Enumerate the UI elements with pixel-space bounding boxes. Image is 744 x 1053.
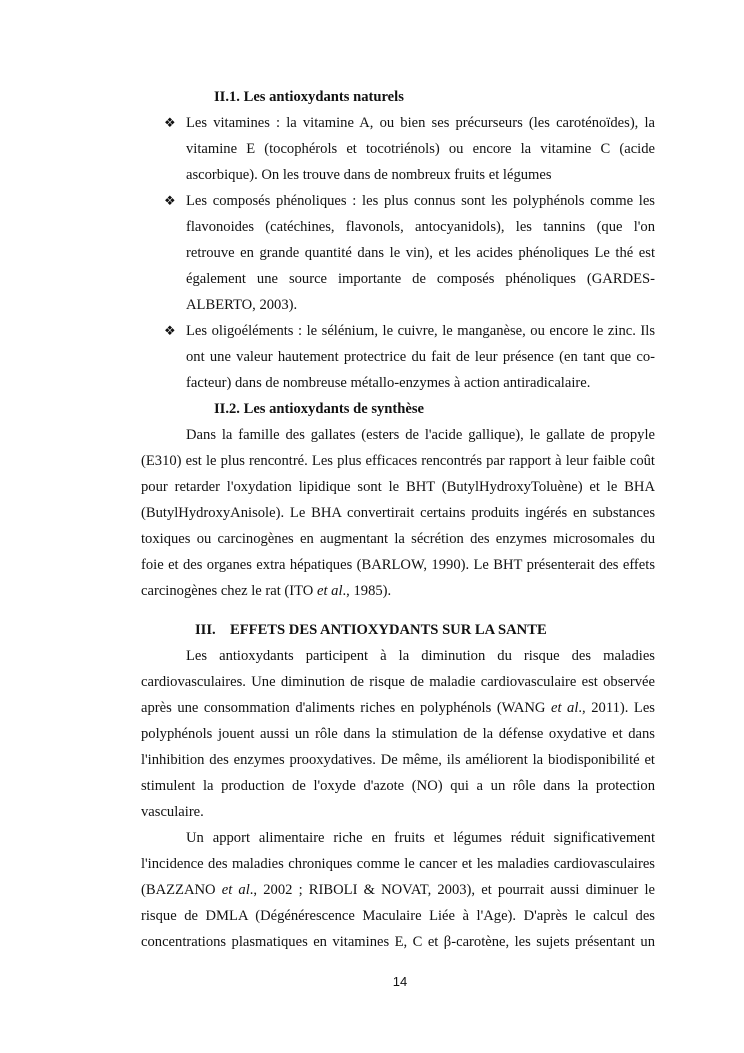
text-line: après une consommation d'aliments riches en polyphénols (WANG et al., 2011). Les <box>141 700 655 716</box>
paragraph <box>141 825 655 955</box>
diamond-bullet-icon: ❖ <box>164 193 176 208</box>
text-line: également une source importante de composés phénoliques (GARDES- <box>186 271 655 287</box>
text-line: flavonoides (catéchines, flavonols, antocyanidols), les tannins (que l'on <box>186 219 655 235</box>
text-line: III. EFFETS DES ANTIOXYDANTS SUR LA SANTE <box>195 617 655 643</box>
text-line: retrouve en grande quantité dans le vin), et les acides phénoliques Le thé est <box>186 245 655 261</box>
section-heading <box>141 84 655 110</box>
text-line: risque de DMLA (Dégénérescence Maculaire Liée à l'Age). D'après le calcul des <box>141 908 655 924</box>
document-body <box>141 84 655 955</box>
diamond-bullet-icon: ❖ <box>164 323 176 338</box>
text-line: ALBERTO, 2003). <box>186 297 298 313</box>
text-line: ont une valeur hautement protectrice du fait de leur présence (en tant que co- <box>186 349 655 365</box>
text-line: polyphénols jouent aussi un rôle dans la stimulation de la défense oxydative et dans <box>141 726 655 742</box>
paragraph <box>141 643 655 825</box>
diamond-bullet-icon: ❖ <box>164 115 176 130</box>
section-heading <box>141 617 655 643</box>
text-line: facteur) dans de nombreuse métallo-enzymes à action antiradicalaire. <box>186 375 591 391</box>
text-line: ❖ Les composés phénoliques : les plus connus sont les polyphénols comme les <box>186 188 655 214</box>
text-line: l'incidence des maladies chroniques comme le cancer et les maladies cardiovasculaires <box>141 856 655 872</box>
bullet-item <box>141 110 655 188</box>
text-line: Les antioxydants participent à la diminution du risque des maladies <box>186 648 655 664</box>
italic-text: et al <box>316 583 343 599</box>
text-line: carcinogènes chez le rat (ITO et al., 1985). <box>141 583 392 599</box>
text-line: vitamine E (tocophérols et tocotriénols) ou encore la vitamine C (acide <box>186 141 655 157</box>
text-line: II.2. Les antioxydants de synthèse <box>214 401 425 417</box>
paragraph <box>141 422 655 604</box>
text-line: (E310) est le plus rencontré. Les plus efficaces rencontrés par rapport à leur faible coût <box>141 453 655 469</box>
bullet-item <box>141 188 655 318</box>
text-line: cardiovasculaires. Une diminution de risque de maladie cardiovasculaire est observée <box>141 674 655 690</box>
section-number: III. <box>195 622 216 638</box>
italic-text: et al <box>221 882 250 898</box>
text-line: toxiques ou carcinogènes en augmentant la sécrétion des enzymes microsomales du <box>141 531 655 547</box>
text-line: ascorbique). On les trouve dans de nombreux fruits et légumes <box>186 167 552 183</box>
text-line: concentrations plasmatiques en vitamines E, C et β-carotène, les sujets présentant un <box>141 934 655 950</box>
text-line: Un apport alimentaire riche en fruits et légumes réduit significativement <box>186 830 655 846</box>
italic-text: et al <box>550 700 579 716</box>
text-line: Dans la famille des gallates (esters de l'acide gallique), le gallate de propyle <box>186 427 655 443</box>
text-line: ❖ Les vitamines : la vitamine A, ou bien ses précurseurs (les caroténoïdes), la <box>186 110 655 136</box>
text-line: vasculaire. <box>141 804 204 820</box>
text-line: (BAZZANO et al., 2002 ; RIBOLI & NOVAT, 2003), et pourrait aussi diminuer le <box>141 882 655 898</box>
text-line: stimulent la production de l'oxyde d'azote (NO) qui a un rôle dans la protection <box>141 778 655 794</box>
text-line: pour retarder l'oxydation lipidique sont le BHT (ButylHydroxyToluène) et le BHA <box>141 479 655 495</box>
bullet-item <box>141 318 655 396</box>
text-line: l'inhibition des enzymes prooxydatives. De même, ils améliorent la biodisponibilité et <box>141 752 655 768</box>
section-heading <box>141 396 655 422</box>
text-line: II.1. Les antioxydants naturels <box>214 89 404 105</box>
text-line: ❖ Les oligoéléments : le sélénium, le cuivre, le manganèse, ou encore le zinc. Ils <box>186 318 655 344</box>
text-line: (ButylHydroxyAnisole). Le BHA convertirait certains produits ingérés en substances <box>141 505 655 521</box>
text-line: foie et des organes extra hépatiques (BARLOW, 1990). Le BHT présenterait des effets <box>141 557 655 573</box>
page-number: 14 <box>392 974 408 989</box>
